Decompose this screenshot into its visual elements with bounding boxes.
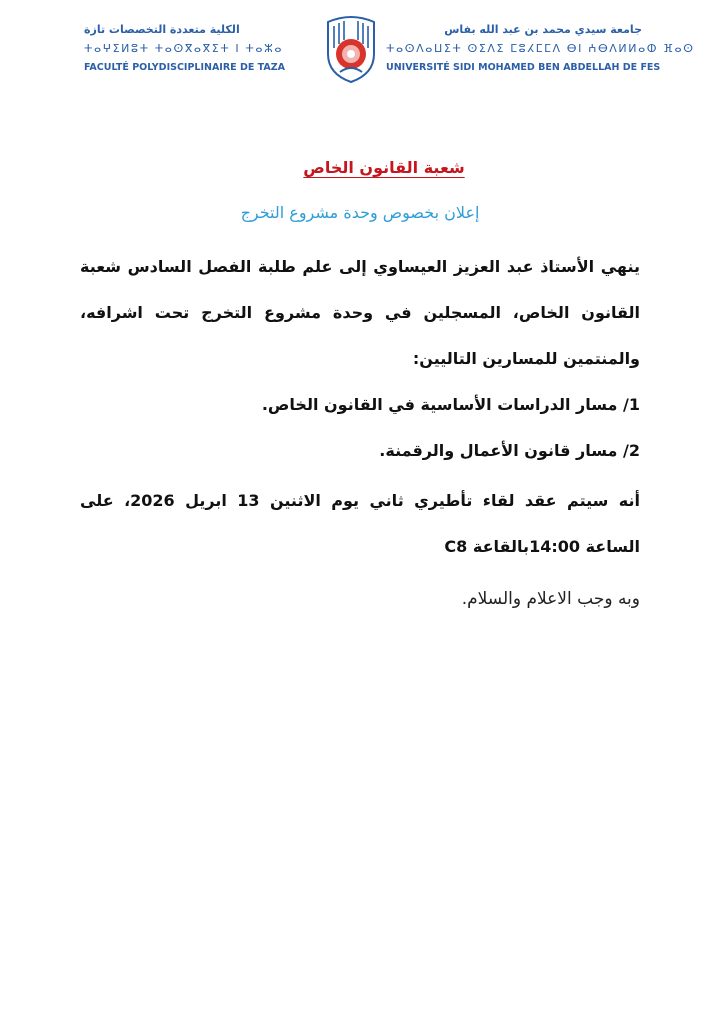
faculty-name-tifinagh: ⵜⴰⵖⵉⵍⵓⵜ ⵜⴰⵙⴳⴰⴳⵉⵜ ⵏ ⵜⴰⵣⴰ (84, 42, 284, 55)
closing-line: وبه وجب الاعلام والسلام. (461, 589, 640, 609)
announcement-subject: إعلان بخصوص وحدة مشروع التخرج (240, 203, 480, 222)
announcement-body (80, 140, 640, 622)
track-item-1 (80, 382, 640, 428)
letterhead (0, 0, 725, 100)
announcement-paragraph: ينهي الأستاذ عبد العزيز العيساوي إلى علم طلبة الفصل السادس شعبة القانون الخاص، المسجلين في وحدة مشروع التخرج تحت اشرافه، والمنتمين للمسارين التاليين: (80, 257, 640, 368)
track-text: مسار الدراسات الأساسية في القانون الخاص. (261, 395, 618, 414)
meeting-text: أنه سيتم عقد لقاء تأطيري ثاني يوم الاثنين (270, 491, 641, 510)
meeting-room-prefix: بالقاعة (472, 537, 530, 556)
meeting-year: 2026 (130, 491, 175, 510)
university-emblem-icon (320, 14, 382, 84)
track-number: 2/ (623, 441, 640, 460)
meeting-day: 13 (237, 491, 260, 510)
meeting-month: ابريل (185, 491, 227, 510)
university-name-arabic: جامعة سيدي محمد بن عبد الله بفاس (444, 23, 642, 36)
track-text: مسار قانون الأعمال والرقمنة. (379, 441, 618, 460)
faculty-name-arabic: الكلية متعددة التخصصات تازة (84, 23, 240, 36)
track-number: 1/ (623, 395, 640, 414)
university-name-french: UNIVERSITÉ SIDI MOHAMED BEN ABDELLAH DE FES (386, 62, 661, 73)
university-name-tifinagh: ⵜⴰⵙⴷⴰⵡⵉⵜ ⵙⵉⴷⵉ ⵎⵓⵃⵎⵎⴷ ⴱⵏ ⵄⴱⴷⵍⵍⴰⵀ ⴼⴰⵙ (386, 42, 695, 55)
track-item-2 (80, 428, 640, 474)
university-header (386, 22, 695, 75)
meeting-hour-text: ، على الساعة (80, 491, 640, 556)
faculty-header (84, 22, 314, 75)
meeting-time: 14:00 (529, 537, 580, 556)
department-title: شعبة القانون الخاص (303, 158, 465, 177)
meeting-room: C8 (444, 537, 468, 556)
meeting-details (80, 478, 640, 570)
faculty-name-french: FACULTÉ POLYDISCIPLINAIRE DE TAZA (84, 62, 285, 73)
